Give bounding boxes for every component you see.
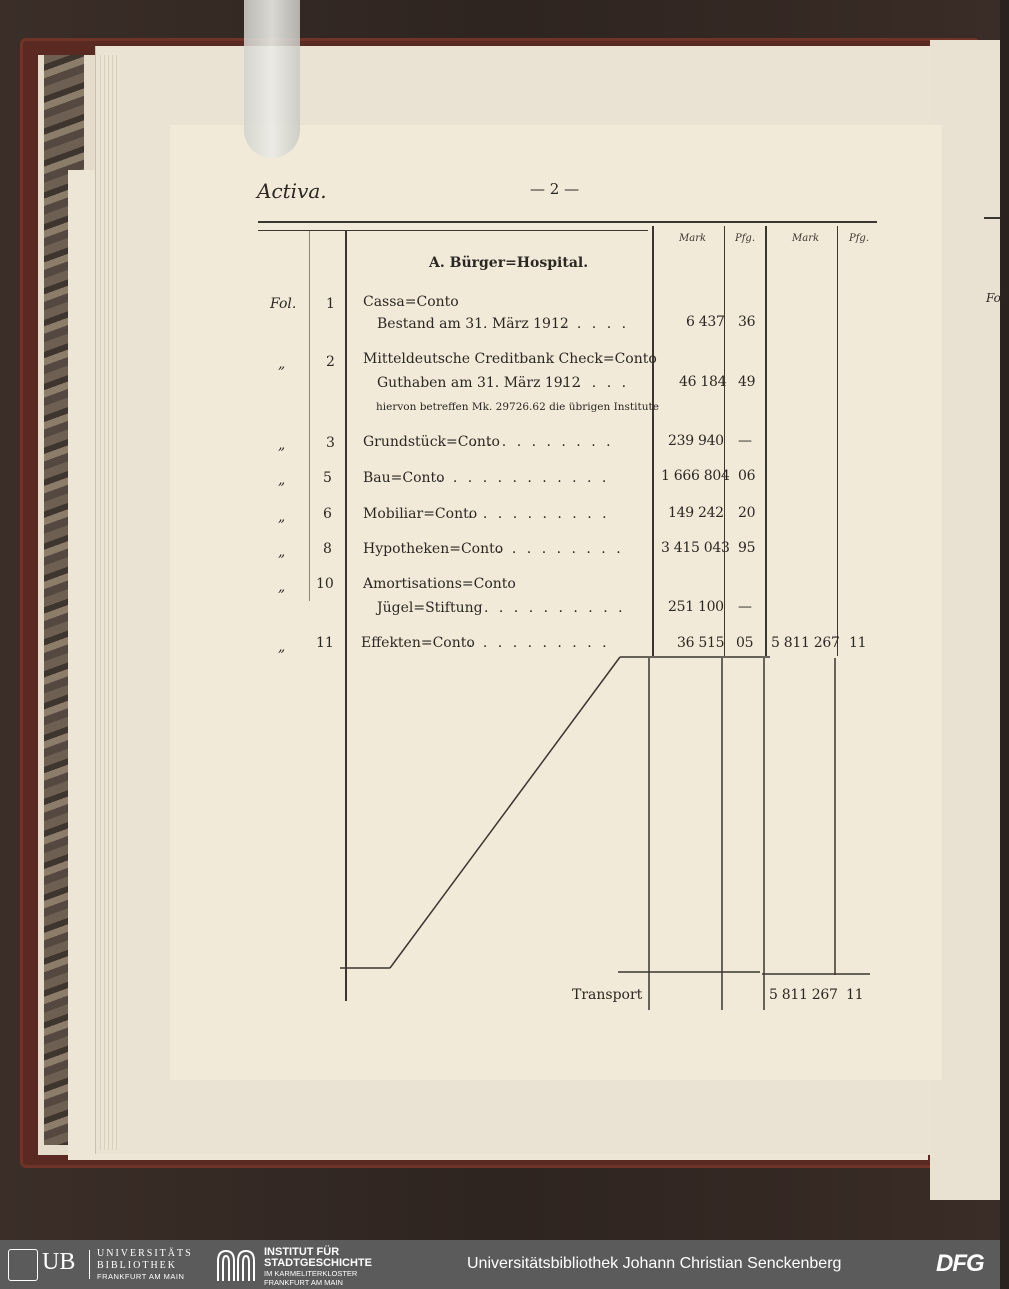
- amount-mark: 1 666 804: [661, 468, 730, 484]
- ditto-mark: „: [278, 639, 286, 655]
- amount-mark: 36 515: [677, 635, 725, 651]
- account-line: Effekten=Conto: [361, 635, 475, 651]
- leader-dots: . . . . . . . . . .: [468, 506, 610, 522]
- fol-label: Fol.: [270, 296, 297, 312]
- col-pfg: Pfg.: [735, 233, 756, 244]
- amount-pfg: 05: [736, 635, 754, 651]
- amount-mark: 149 242: [668, 505, 724, 521]
- folio-number: 11: [316, 635, 334, 651]
- page-number: — 2 —: [530, 180, 580, 198]
- ditto-mark: „: [278, 472, 286, 488]
- ditto-mark: „: [278, 356, 286, 372]
- account-title: Mitteldeutsche Creditbank Check=Conto: [363, 351, 657, 367]
- total-mark: 5 811 267: [771, 635, 840, 651]
- ditto-mark: „: [278, 437, 286, 453]
- pfg-divider: [724, 226, 725, 656]
- amount-mark: 46 184: [679, 374, 727, 390]
- account-line: Bau=Conto: [363, 470, 445, 486]
- folio-divider: [309, 231, 310, 601]
- account-line: Grundstück=Conto: [363, 434, 500, 450]
- right-page-fol: Fol.: [986, 291, 1009, 305]
- leader-dots: . . . . . . . . . . . .: [438, 470, 610, 486]
- amount-pfg: —: [738, 599, 752, 615]
- leader-dots: . . . . .: [562, 316, 630, 332]
- col-mark: Mark: [679, 233, 707, 244]
- dfg-logo: DFG: [936, 1250, 984, 1277]
- account-note: hiervon betreffen Mk. 29726.62 die übrigen Institute: [376, 401, 659, 413]
- amount-pfg: 49: [738, 374, 756, 390]
- isg-line1: INSTITUT FÜR: [264, 1246, 340, 1258]
- library-name: Universitätsbibliothek Johann Christian Senckenberg: [467, 1255, 842, 1272]
- section-title: A. Bürger=Hospital.: [429, 255, 589, 271]
- total-left-rule: [765, 226, 767, 656]
- ditto-mark: „: [278, 544, 286, 560]
- leader-dots: . . . . . . . . . .: [484, 600, 626, 616]
- ditto-mark: „: [278, 509, 286, 525]
- ub-line1: UNIVERSITÄTS: [97, 1248, 193, 1259]
- account-title: Cassa=Conto: [363, 294, 459, 310]
- leader-dots: . . . . .: [562, 375, 630, 391]
- account-line: Bestand am 31. März 1912: [377, 316, 569, 332]
- account-line: Jügel=Stiftung: [377, 600, 483, 616]
- isg-line3: IM KARMELITERKLOSTER: [264, 1269, 358, 1278]
- ub-logo: UB: [42, 1249, 76, 1275]
- table-sub-rule: [258, 230, 648, 231]
- leader-dots: . . . . . . . . . .: [472, 434, 614, 450]
- folio-number: 10: [316, 576, 334, 592]
- amount-mark: 251 100: [668, 599, 724, 615]
- transport-pfg: 11: [846, 987, 864, 1003]
- amount-mark: 3 415 043: [661, 540, 730, 556]
- total-pfg: 11: [849, 635, 867, 651]
- col-mark-total: Mark: [792, 233, 820, 244]
- account-line: Mobiliar=Conto: [363, 506, 478, 522]
- closing-lines: [330, 650, 890, 1020]
- leader-dots: . . . . . . . . .: [497, 541, 624, 557]
- total-pfg-divider: [837, 226, 838, 656]
- amount-mark: 6 437: [686, 314, 725, 330]
- transport-mark: 5 811 267: [769, 987, 838, 1003]
- amount-pfg: 95: [738, 540, 756, 556]
- section-heading: Activa.: [257, 179, 327, 203]
- ub-line2: BIBLIOTHEK: [97, 1260, 177, 1271]
- account-title: Amortisations=Conto: [363, 576, 516, 592]
- folio-number: 3: [326, 435, 335, 451]
- folio-number: 6: [323, 506, 332, 522]
- ditto-mark: „: [278, 579, 286, 595]
- footer-bar: [0, 1240, 1000, 1289]
- account-line: Guthaben am 31. März 1912: [377, 375, 581, 391]
- bookmark-clip: [244, 0, 300, 158]
- table-top-rule: [258, 221, 877, 223]
- folio-number: 5: [323, 470, 332, 486]
- amount-mark: 239 940: [668, 433, 724, 449]
- isg-line2: STADTGESCHICHTE: [264, 1257, 372, 1269]
- ub-seal-icon: [8, 1249, 38, 1281]
- isg-arch-icon: [214, 1247, 258, 1283]
- col-pfg-total: Pfg.: [849, 233, 870, 244]
- amount-pfg: 20: [738, 505, 756, 521]
- account-line: Hypotheken=Conto: [363, 541, 504, 557]
- ub-line3: FRANKFURT AM MAIN: [97, 1272, 185, 1281]
- logo-divider: [89, 1250, 90, 1279]
- amount-pfg: 36: [738, 314, 756, 330]
- leader-dots: . . . . . . . . . .: [468, 635, 610, 651]
- page-edges: [100, 55, 120, 1150]
- folio-number: 2: [326, 354, 335, 370]
- mark-left-rule: [652, 226, 654, 656]
- transport-label: Transport: [572, 987, 643, 1003]
- folio-number: 1: [326, 296, 335, 312]
- folio-number: 8: [323, 541, 332, 557]
- amount-pfg: 06: [738, 468, 756, 484]
- right-page-rule: [984, 217, 1000, 219]
- amount-pfg: —: [738, 433, 752, 449]
- isg-line4: FRANKFURT AM MAIN: [264, 1278, 343, 1287]
